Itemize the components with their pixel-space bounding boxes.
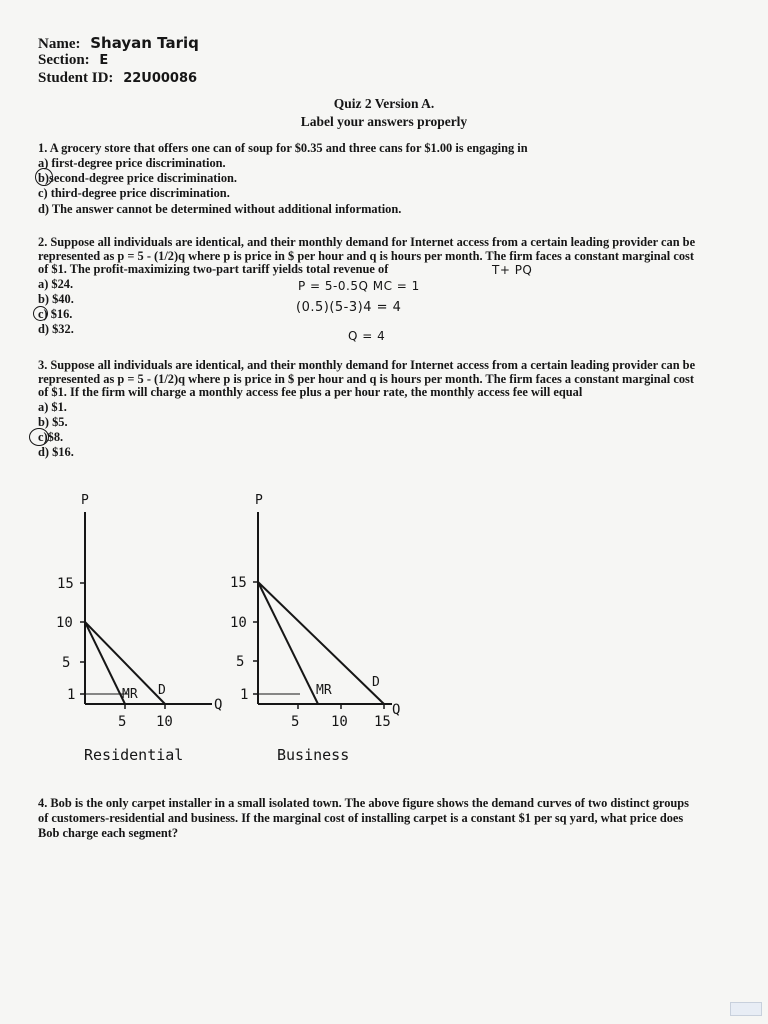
demand-graphs — [0, 480, 768, 780]
residential-graph — [56, 493, 222, 764]
residential-caption: Residential — [84, 746, 184, 764]
q1-option-d: d) The answer cannot be determined without additional information. — [38, 202, 402, 216]
q1-text: 1. A grocery store that offers one can of soup for $0.35 and three cans for $1.00 is engaging in — [38, 141, 528, 155]
q1-answer-circle — [35, 168, 53, 186]
quiz-instruction: Label your answers properly — [300, 114, 468, 129]
q2-line3: of $1. The profit-maximizing two-part tariff yields total revenue of — [38, 262, 389, 276]
business-d-label: D — [372, 675, 380, 690]
student-id-value: 22U00086 — [123, 71, 198, 86]
q3-option-c: c)$8. — [38, 430, 64, 444]
q2-line2: represented as p = 5 - (1/2)q where p is price in $ per hour and q is hours per month. The firm faces a constant marginal cost — [38, 249, 694, 263]
scanner-badge-icon — [730, 1002, 762, 1016]
residential-q-label: Q — [214, 697, 223, 713]
residential-y-tick-15: 15 — [57, 576, 74, 592]
q1-option-a: a) first-degree price discrimination. — [38, 156, 226, 170]
student-id-row — [38, 70, 197, 87]
student-id-label: Student ID: — [38, 70, 114, 86]
q4-line1: 4. Bob is the only carpet installer in a small isolated town. The above figure shows the demand curves of two distinct groups — [38, 796, 690, 810]
q3-line1: 3. Suppose all individuals are identical, and their monthly demand for Internet access from a certain leading provider can be — [38, 358, 696, 372]
q2-line1: 2. Suppose all individuals are identical, and their monthly demand for Internet access from a certain leading provider can be — [38, 235, 696, 249]
q1-option-b: b)second-degree price discrimination. — [38, 171, 238, 185]
q2-option-c: c) $16. — [38, 307, 73, 321]
q3-line2: represented as p = 5 - (1/2)q where p is price in $ per hour and q is hours per month. The firm faces a constant marginal cost — [38, 372, 694, 386]
q4-line3: Bob charge each segment? — [38, 826, 179, 840]
q2-work-quantity: Q = 4 — [348, 329, 386, 343]
residential-y-tick-1: 1 — [67, 687, 76, 703]
q2-work-demand: P = 5-0.5Q MC = 1 — [298, 279, 420, 293]
q2-answer-circle — [33, 306, 48, 321]
q3-option-b: b) $5. — [38, 415, 68, 429]
residential-y-tick-5: 5 — [62, 655, 71, 671]
business-x-tick-5: 5 — [291, 714, 300, 730]
business-y-tick-15: 15 — [230, 575, 247, 591]
section-label: Section: — [38, 52, 90, 68]
business-graph — [230, 493, 400, 764]
q3-option-a: a) $1. — [38, 400, 67, 414]
name-value: Shayan Tariq — [90, 34, 199, 52]
q2-work-tariff: T+ PQ — [492, 263, 533, 277]
residential-y-tick-10: 10 — [56, 615, 73, 631]
q2-option-d: d) $32. — [38, 322, 74, 336]
business-y-tick-1: 1 — [240, 687, 249, 703]
name-label: Name: — [38, 36, 81, 52]
q4-line2: of customers-residential and business. If the marginal cost of installing carpet is a constant $1 per sq yard, what price does — [38, 811, 684, 825]
residential-d-label: D — [158, 683, 166, 698]
business-x-tick-15: 15 — [374, 714, 391, 730]
residential-x-tick-10: 10 — [156, 714, 173, 730]
business-q-label: Q — [392, 702, 401, 718]
q3-line3: of $1. If the firm will charge a monthly access fee plus a per hour rate, the monthly access fee will equal — [38, 385, 583, 399]
residential-mr-line — [85, 622, 125, 704]
business-y-tick-10: 10 — [230, 615, 247, 631]
q3-option-d: d) $16. — [38, 445, 74, 459]
quiz-title: Quiz 2 Version A. — [333, 96, 435, 111]
q2-option-a: a) $24. — [38, 277, 74, 291]
name-row — [38, 34, 199, 53]
business-y-tick-5: 5 — [236, 654, 245, 670]
residential-mr-label: MR — [122, 687, 138, 702]
q2-option-b: b) $40. — [38, 292, 74, 306]
residential-p-label: P — [81, 493, 89, 508]
business-mr-line — [258, 582, 318, 704]
business-caption: Business — [277, 746, 350, 764]
q3-answer-circle — [29, 428, 49, 446]
q2-work-calc: (0.5)(5-3)4 = 4 — [296, 300, 402, 315]
section-row — [38, 52, 108, 69]
business-p-label: P — [255, 493, 263, 508]
business-mr-label: MR — [316, 683, 332, 698]
business-x-tick-10: 10 — [331, 714, 348, 730]
section-value: E — [99, 53, 109, 68]
residential-x-tick-5: 5 — [118, 714, 127, 730]
q1-option-c: c) third-degree price discrimination. — [38, 186, 230, 200]
